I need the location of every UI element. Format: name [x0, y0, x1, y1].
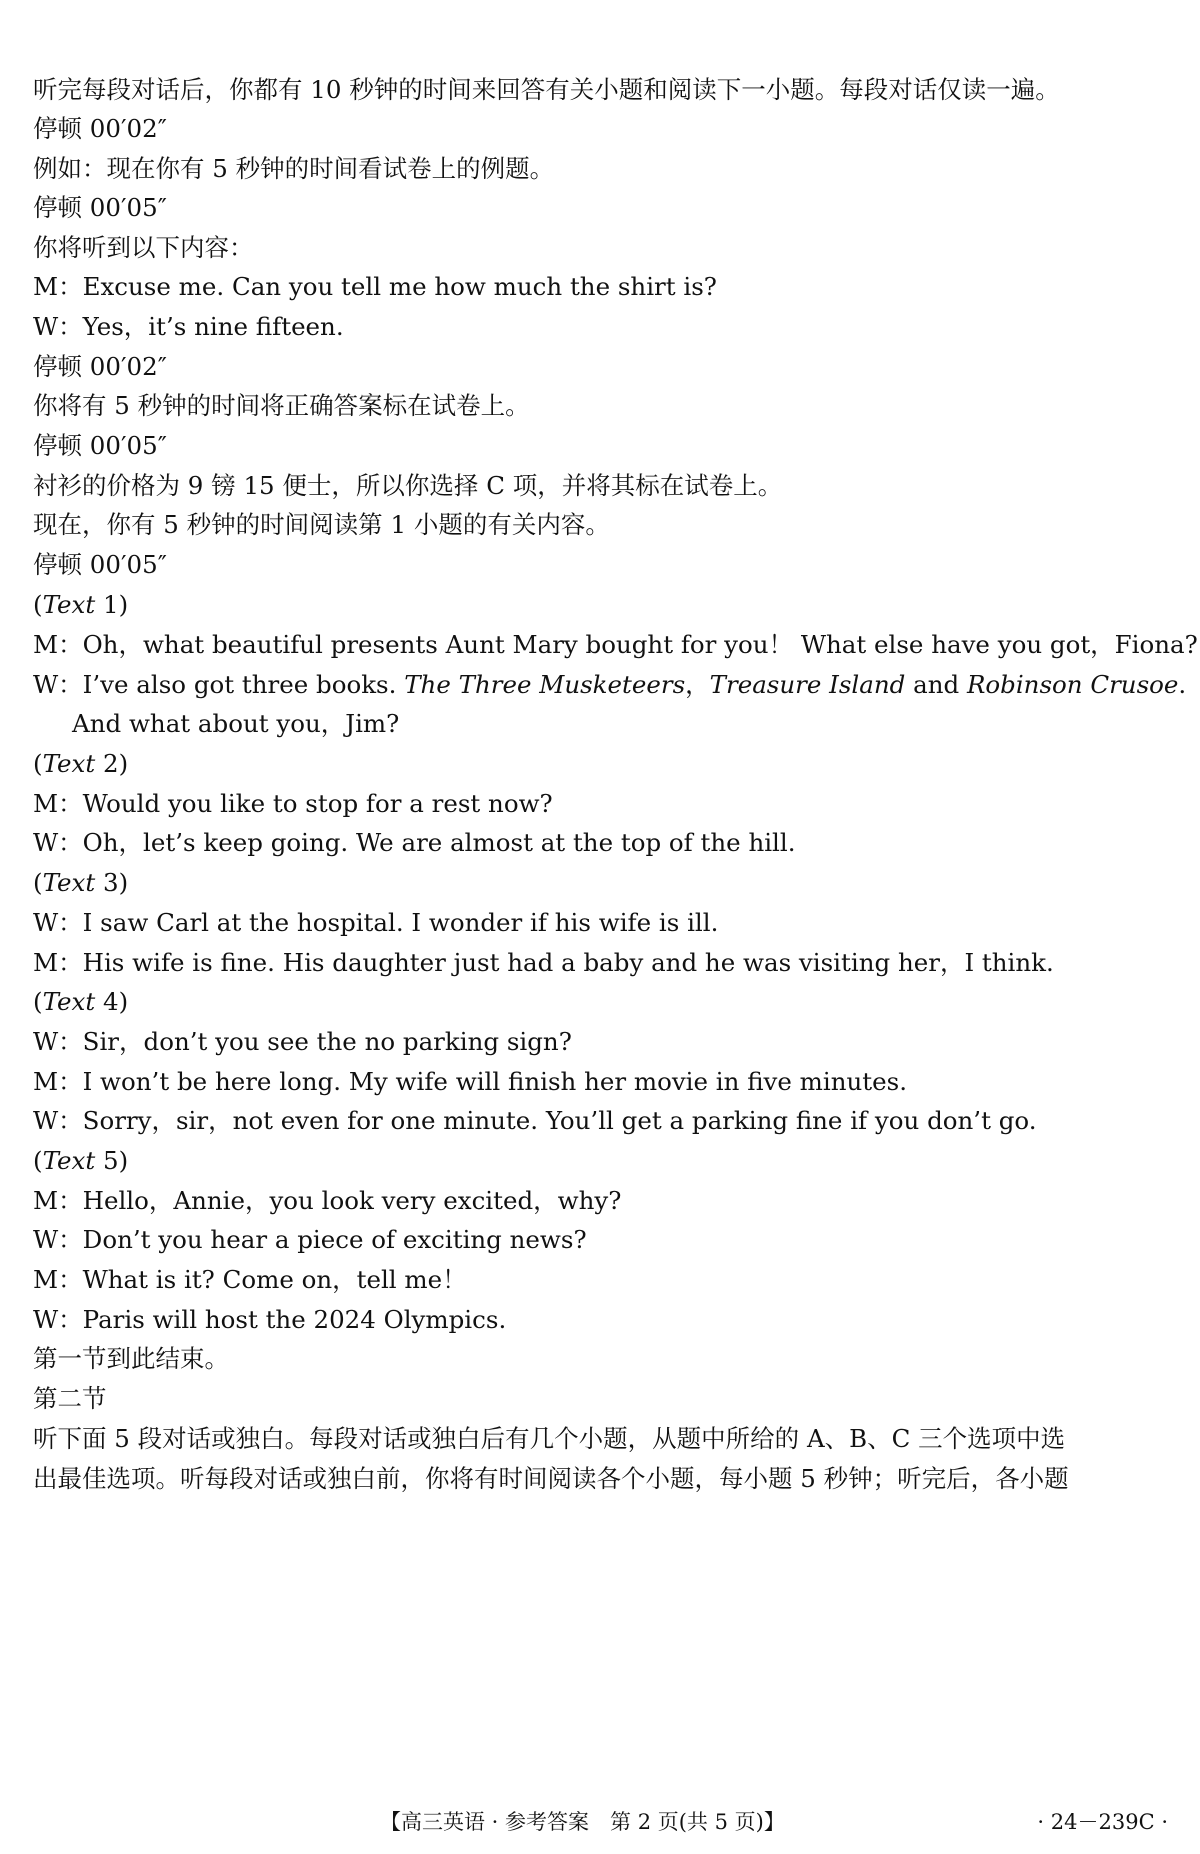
dialogue-line: M：Would you like to stop for a rest now?: [33, 789, 553, 818]
text-label: Text: [42, 987, 96, 1016]
text-label: Text: [42, 749, 96, 778]
section-instruction: 听下面 5 段对话或独白。每段对话或独白后有几个小题，从题中所给的 A、B、C 三个选项中选: [33, 1424, 1066, 1453]
dialogue-line: W：Sorry，sir，not even for one minute. You’ll get a parking fine if you don’t go.: [33, 1106, 1037, 1135]
text-number: 4: [95, 987, 119, 1016]
pause-line: 停顿 00′05″: [33, 431, 167, 460]
text-label: Text: [42, 1146, 96, 1175]
book-title: The Three Musketeers: [404, 670, 686, 699]
book-title: Treasure Island: [709, 670, 906, 699]
text-heading-4: (Text 4): [33, 987, 129, 1016]
text-label: Text: [42, 590, 96, 619]
footer-code: · 24－239C ·: [1037, 1810, 1168, 1834]
text-heading-2: (Text 2): [33, 749, 129, 778]
dialogue-line: M：I won’t be here long. My wife will finish her movie in five minutes.: [33, 1067, 908, 1096]
dialogue-line: M：Hello，Annie，you look very excited，why?: [33, 1186, 622, 1215]
text-number: 5: [95, 1146, 119, 1175]
dialogue-line: W：Oh，let’s keep going. We are almost at the top of the hill.: [33, 828, 796, 857]
dialogue-line: W：Sir，don’t you see the no parking sign?: [33, 1027, 572, 1056]
footer-title: 【高三英语 · 参考答案 第 2 页(共 5 页)】: [380, 1810, 785, 1834]
dialogue-line: M：Excuse me. Can you tell me how much the shirt is?: [33, 272, 717, 301]
dialogue-line: [33, 670, 1187, 700]
dialogue-continuation: And what about you，Jim?: [72, 709, 400, 738]
text-number: 2: [95, 749, 119, 778]
text-number: 1: [95, 590, 119, 619]
pause-line: 停顿 00′02″: [33, 352, 167, 381]
separator: ，: [685, 670, 710, 699]
dialogue-line: M：What is it? Come on，tell me！: [33, 1265, 467, 1294]
book-title: Robinson Crusoe: [966, 670, 1179, 699]
instruction-line: 现在，你有 5 秒钟的时间阅读第 1 小题的有关内容。: [33, 510, 610, 539]
example-explanation: 衬衫的价格为 9 镑 15 便士，所以你选择 C 项，并将其标在试卷上。: [33, 471, 783, 500]
pause-line: 停顿 00′05″: [33, 193, 167, 222]
dialogue-prefix: W：I’ve also got three books.: [33, 670, 405, 699]
dialogue-line: W：Yes，it’s nine fifteen.: [33, 312, 344, 341]
example-intro: 你将听到以下内容：: [33, 233, 254, 262]
dialogue-line: W：I saw Carl at the hospital. I wonder if his wife is ill.: [33, 908, 719, 937]
instruction-line: 听完每段对话后，你都有 10 秒钟的时间来回答有关小题和阅读下一小题。每段对话仅读一遍。: [33, 75, 1060, 104]
dialogue-line: M：His wife is fine. His daughter just had a baby and he was visiting her，I think.: [33, 948, 1054, 977]
section-instruction: 出最佳选项。听每段对话或独白前，你将有时间阅读各个小题，每小题 5 秒钟；听完后，各小题: [33, 1464, 1069, 1493]
dialogue-line: W：Paris will host the 2024 Olympics.: [33, 1305, 507, 1334]
text-number: 3: [95, 868, 119, 897]
instruction-line: 你将有 5 秒钟的时间将正确答案标在试卷上。: [33, 391, 530, 420]
text-label: Text: [42, 868, 96, 897]
separator: and: [905, 670, 967, 699]
section-heading: 第二节: [33, 1384, 107, 1413]
text-heading-1: (Text 1): [33, 590, 129, 619]
dialogue-line: M：Oh，what beautiful presents Aunt Mary bought for you！ What else have you got，Fiona?: [33, 630, 1198, 659]
dialogue-line: W：Don’t you hear a piece of exciting news?: [33, 1225, 587, 1254]
text-heading-5: (Text 5): [33, 1146, 129, 1175]
sentence-end: .: [1178, 670, 1187, 699]
example-instruction: 例如：现在你有 5 秒钟的时间看试卷上的例题。: [33, 154, 555, 183]
pause-line: 停顿 00′02″: [33, 114, 167, 143]
section-end: 第一节到此结束。: [33, 1344, 229, 1373]
text-heading-3: (Text 3): [33, 868, 129, 897]
pause-line: 停顿 00′05″: [33, 550, 167, 579]
